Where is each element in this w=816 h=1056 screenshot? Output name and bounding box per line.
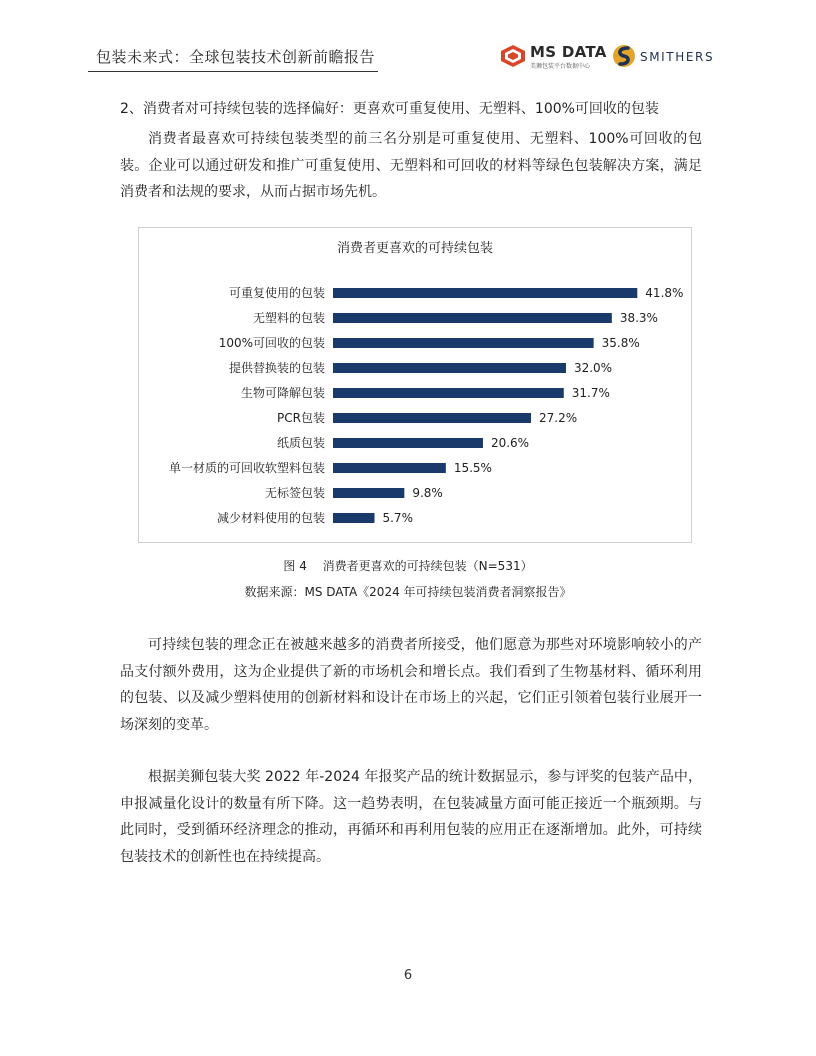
bar-chart-svg — [139, 228, 691, 542]
chart-bar — [333, 513, 374, 523]
chart-value-label: 20.6% — [490, 436, 530, 450]
page-number: 6 — [403, 968, 413, 983]
chart-value-label: 41.8% — [645, 286, 684, 300]
page-header — [88, 40, 728, 74]
paragraph-intro: 消费者最喜欢可持续包装类型的前三名分别是可重复使用、无塑料、100%可回收的包装。企业可以通过研发和推广可重复使用、无塑料和可回收的材料等绿色包装解决方案，满足消费者和法规的要求，从而占据市场先机。 — [120, 131, 702, 200]
chart-bar — [333, 488, 404, 498]
chart-category-label: 100%可回收的包装 — [218, 336, 325, 350]
msdata-logo-name: MS DATA — [530, 43, 607, 61]
chart-category-label: 可重复使用的包装 — [228, 286, 325, 300]
chart-value-label: 27.2% — [539, 411, 578, 425]
chart-bar — [333, 463, 446, 473]
section-heading: 2、消费者对可持续包装的选择偏好：更喜欢可重复使用、无塑料、100%可回收的包装 — [120, 101, 659, 117]
chart-bar — [333, 313, 612, 323]
msdata-logo-subtitle: 美狮包装平台数据中心 — [530, 63, 591, 70]
figure-source: 数据来源：MS DATA《2024 年可持续包装消费者洞察报告》 — [244, 585, 572, 599]
chart-category-label: PCR包装 — [277, 411, 325, 425]
chart-category-label: 纸质包装 — [276, 436, 325, 450]
chart-value-label: 9.8% — [412, 486, 443, 500]
chart-value-label: 35.8% — [601, 336, 640, 350]
chart-bar — [333, 338, 594, 348]
paragraph-awards: 根据美狮包装大奖 2022 年-2024 年报奖产品的统计数据显示，参与评奖的包装产品中，申报减量化设计的数量有所下降。这一趋势表明，在包装减量方面可能正接近一个瓶颈期。与此同时，受到循环经济理念的推动，再循环和再利用包装的应用正在逐渐增加。此外，可持续包装技术的创新性也在持续提高。 — [120, 769, 702, 865]
chart-value-label: 38.3% — [619, 311, 658, 325]
header-rule — [88, 71, 378, 72]
chart-value-label: 5.7% — [382, 511, 413, 525]
chart-category-label: 减少材料使用的包装 — [216, 511, 325, 525]
figure-caption: 图 4 消费者更喜欢的可持续包装（N=531） — [283, 559, 533, 573]
chart-value-label: 31.7% — [571, 386, 610, 400]
smithers-logo — [612, 42, 732, 72]
chart-category-label: 无标签包装 — [264, 486, 325, 500]
chart-bar — [333, 388, 564, 398]
chart-bar — [333, 438, 483, 448]
chart-bar — [333, 363, 566, 373]
header-title: 包装未来式：全球包装技术创新前瞻报告 — [96, 48, 376, 66]
chart-bar — [333, 413, 531, 423]
chart-bar — [333, 288, 637, 298]
msdata-logo-icon — [500, 44, 526, 68]
msdata-logo — [500, 42, 610, 72]
chart-category-label: 单一材质的可回收软塑料包装 — [168, 461, 325, 475]
chart-value-label: 32.0% — [573, 361, 613, 375]
bar-chart — [138, 227, 692, 543]
chart-category-label: 无塑料的包装 — [252, 311, 325, 325]
smithers-logo-icon — [612, 42, 636, 70]
chart-value-label: 15.5% — [453, 461, 492, 475]
chart-category-label: 生物可降解包装 — [240, 386, 325, 400]
chart-category-label: 提供替换装的包装 — [228, 361, 325, 375]
smithers-logo-name: SMITHERS — [640, 50, 715, 64]
paragraph-trend: 可持续包装的理念正在被越来越多的消费者所接受，他们愿意为那些对环境影响较小的产品支付额外费用，这为企业提供了新的市场机会和增长点。我们看到了生物基材料、循环利用的包装、以及减少塑料使用的创新材料和设计在市场上的兴起，它们正引领着包装行业展开一场深刻的变革。 — [120, 637, 702, 733]
chart-title: 消费者更喜欢的可持续包装 — [336, 241, 494, 256]
